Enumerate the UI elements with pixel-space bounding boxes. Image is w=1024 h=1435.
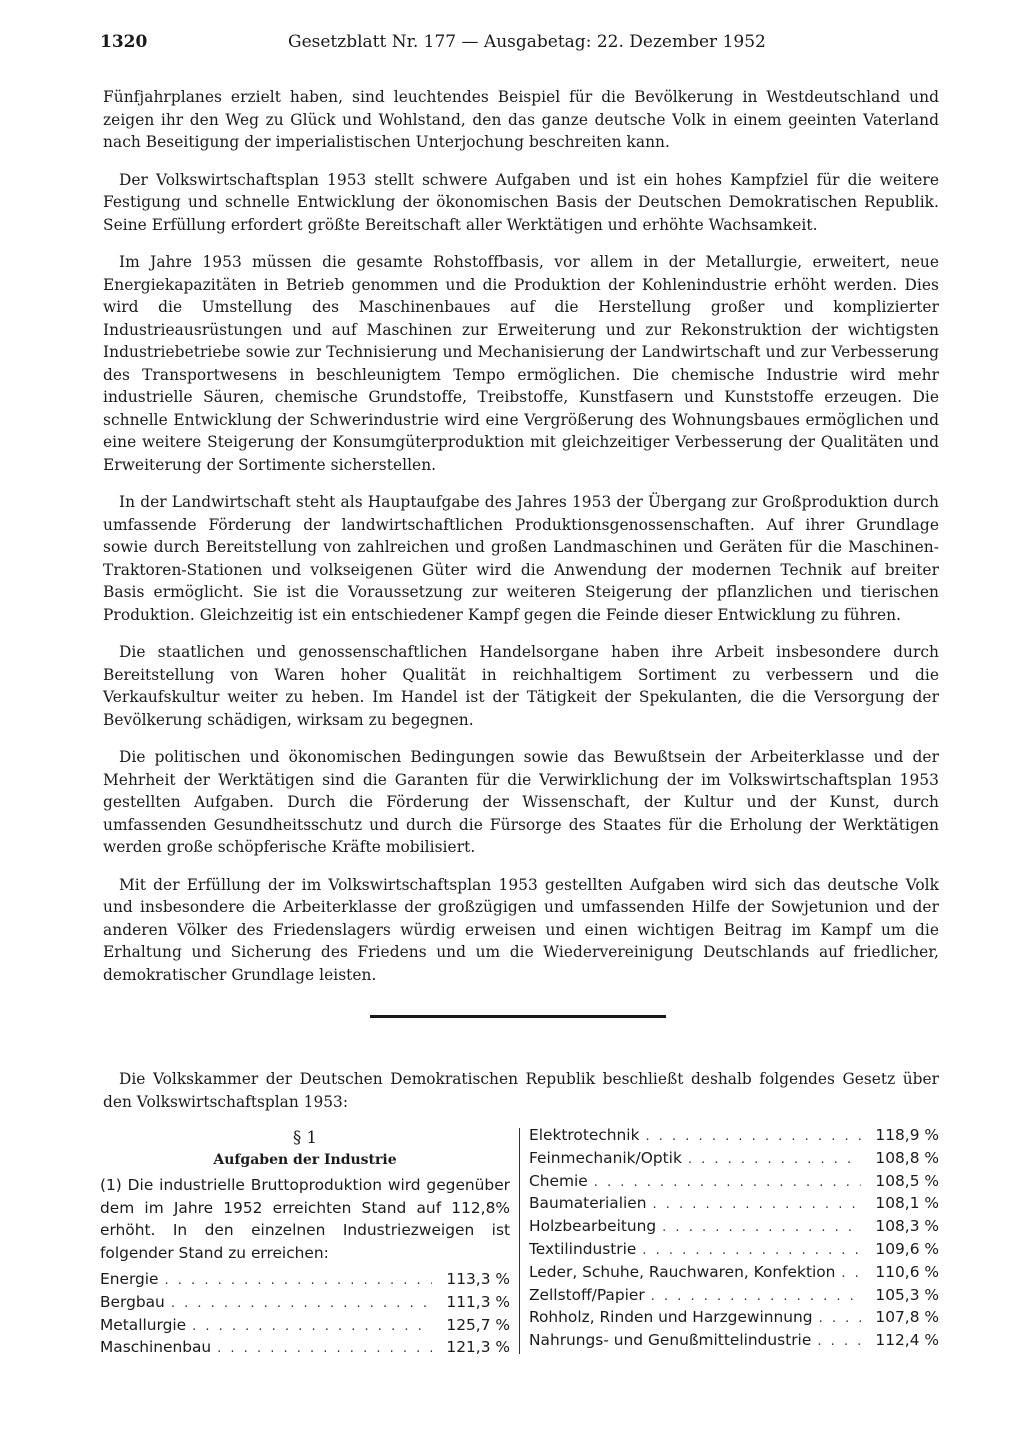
industry-row (529, 1240, 939, 1263)
industry-name: Leder, Schuhe, Rauchwaren, Konfektion (529, 1262, 836, 1281)
industry-row (529, 1194, 939, 1217)
industry-value: 110,6 % (875, 1262, 939, 1281)
paragraph: Die politischen und ökonomischen Bedingungen sowie das Bewußtsein der Arbeiterklasse und der Mehrheit der Werktätigen sind die Garanten für die Verwirklichung der im Volkswirtschaftsplan 1953 gestellten Aufgaben. Durch die Förderung der Wissenschaft, der Kultur und der Kunst, durch umfassenden Gesundheitsschutz und durch die Fürsorge des Staates für die Erholung der Werktätigen werden große schöpferische Kräfte mobilisiert. (103, 748, 939, 856)
leader-dots (651, 1289, 861, 1304)
leader-dots (192, 1319, 432, 1334)
leader-dots (217, 1341, 432, 1356)
industry-row (100, 1316, 510, 1339)
leader-dots (594, 1175, 861, 1190)
industry-value: 111,3 % (446, 1292, 510, 1311)
industry-name: Baumaterialien (529, 1194, 647, 1213)
industry-name: Maschinenbau (100, 1338, 212, 1357)
header-title: Gesetzblatt Nr. 177 — Ausgabetag: 22. Dezember 1952 (288, 32, 766, 52)
right-column (529, 1126, 939, 1354)
industry-row (100, 1293, 510, 1316)
industry-name: Energie (100, 1270, 159, 1288)
industry-name: Elektrotechnik (529, 1126, 640, 1144)
paragraph: Fünfjahrplanes erzielt haben, sind leuchtendes Beispiel für die Bevölkerung in Westdeutschland und zeigen ihr den Weg zu Glück und Wohlstand, den das ganze deutsche Volk in einem geeinten Vaterland nach Beseitigung der imperialistischen Unterjochung beschreiten kann. (103, 88, 939, 151)
industry-name: Holzbearbeitung (529, 1217, 657, 1236)
industry-name: Rohholz, Rinden und Harzgewinnung (529, 1308, 813, 1327)
industry-row (529, 1126, 939, 1149)
leader-dots (171, 1296, 432, 1311)
industry-value: 109,6 % (875, 1239, 939, 1258)
industry-value: 121,3 % (446, 1338, 510, 1357)
industry-value: 118,9 % (875, 1126, 939, 1144)
industry-value: 125,7 % (446, 1315, 510, 1334)
industry-name: Nahrungs- und Genußmittelindustrie (529, 1331, 812, 1350)
leader-dots (165, 1273, 432, 1288)
industry-value: 105,3 % (875, 1285, 939, 1304)
industry-list-left (100, 1270, 510, 1361)
section-title: Aufgaben der Industrie (213, 1152, 397, 1168)
industry-row (529, 1172, 939, 1195)
industry-value: 108,8 % (875, 1148, 939, 1167)
industry-value: 108,5 % (875, 1171, 939, 1190)
industry-value: 112,4 % (875, 1331, 939, 1350)
industry-row (529, 1263, 939, 1286)
leader-dots (841, 1266, 861, 1281)
industry-row (529, 1331, 939, 1354)
leader-dots (819, 1311, 861, 1326)
paragraph: Mit der Erfüllung der im Volkswirtschaftsplan 1953 gestellten Aufgaben wird sich das deutsche Volk und insbesondere die Arbeiterklasse der großzügigen und umfassenden Hilfe der Sowjetunion und der anderen Völker des Friedenslagers würdig erweisen und einen wichtigen Beitrag im Kampf um die Erhaltung und Sicherung des Friedens und um die Wiedervereinigung Deutschlands auf friedlicher, demokratischer Grundlage leisten. (103, 875, 939, 984)
industry-name: Zellstoff/Papier (529, 1285, 645, 1304)
paragraph: Die staatlichen und genossenschaftlichen Handelsorgane haben ihre Arbeit insbesondere durch Bereitstellung von Waren hoher Qualität in reichhaltigem Sortiment zu verbessern und die Verkaufskultur weiter zu heben. Im Handel ist der Tätigkeit der Spekulanten, die die Versorgung der Bevölkerung schädigen, wirksam zu begegnen. (103, 643, 939, 729)
leader-dots (646, 1129, 862, 1144)
industry-name: Textilindustrie (529, 1239, 637, 1258)
column-divider (519, 1128, 520, 1354)
law-intro: Die Volkskammer der Deutschen Demokratischen Republik beschließt deshalb folgendes Gesetz über den Volkswirtschaftsplan 1953: (103, 1070, 939, 1111)
industry-row (529, 1286, 939, 1309)
industry-name: Metallurgie (100, 1315, 187, 1334)
industry-row (100, 1338, 510, 1361)
industry-value: 108,3 % (875, 1217, 939, 1236)
leader-dots (817, 1334, 861, 1349)
industry-name: Bergbau (100, 1292, 165, 1311)
leader-dots (642, 1243, 861, 1258)
industry-row (529, 1149, 939, 1172)
left-column (100, 1126, 510, 1361)
paragraph: Der Volkswirtschaftsplan 1953 stellt schwere Aufgaben und ist ein hohes Kampfziel für die weitere Festigung und schnelle Entwicklung der ökonomischen Basis der Deutschen Demokratischen Republik. Seine Erfüllung erfordert größte Bereitschaft aller Werktätigen und erhöhte Wachsamkeit. (103, 170, 939, 234)
page-number: 1320 (100, 32, 148, 52)
leader-dots (652, 1197, 861, 1212)
section-divider-rule (370, 1015, 666, 1018)
leader-dots (688, 1152, 861, 1167)
industry-value: 108,1 % (875, 1194, 939, 1213)
industry-row (529, 1217, 939, 1240)
section-sign: § 1 (293, 1128, 317, 1147)
paragraph: Im Jahre 1953 müssen die gesamte Rohstoffbasis, vor allem in der Metallurgie, erweitert, neue Energiekapazitäten in Betrieb genommen und die Produktion der Kohlenindustrie erhöht werden. Dies wird die Umstellung des Maschinenbaues auf die Herstellung großer und komplizierter Industrieausrüstungen und auf Maschinen zur Erweiterung und zur Rekonstruktion der wichtigsten Industriebetriebe sowie zur Technisierung und Mechanisierung der Landwirtschaft und zur Verbesserung des Transportwesens in beschleunigtem Tempo ermöglichen. Die chemische Industrie wird mehr industrielle Säuren, chemische Grundstoffe, Treibstoffe, Kunstfasern und Kunststoffe erzeugen. Die schnelle Entwicklung der Schwerindustrie wird eine Vergrößerung des Wohnungsbaues ermöglichen und eine weitere Steigerung der Konsumgüterproduktion mit gleichzeitiger Verbesserung der Qualitäten und Erweiterung der Sortimente sicherstellen. (103, 253, 939, 474)
section-paragraph: (1) Die industrielle Bruttoproduktion wird gegenüber dem im Jahre 1952 erreichten Stand auf 112,8% erhöht. In den einzelnen Industriezweigen ist folgender Stand zu erreichen: (100, 1176, 510, 1262)
page-header (100, 32, 940, 58)
body-text (103, 86, 939, 1001)
industry-value: 113,3 % (446, 1270, 510, 1288)
leader-dots (662, 1220, 861, 1235)
industry-row (100, 1270, 510, 1293)
paragraph: In der Landwirtschaft steht als Hauptaufgabe des Jahres 1953 der Übergang zur Großproduktion durch umfassende Förderung der landwirtschaftlichen Produktionsgenossenschaften. Auf ihrer Grundlage sowie durch Bereitstellung von zahlreichen und großen Landmaschinen und Geräten für die Maschinen-Traktoren-Stationen und volkseigenen Güter wird die Anwendung der modernen Technik auf breiter Basis ermöglicht. Sie ist die Voraussetzung zur weiteren Steigerung der pflanzlichen und tierischen Produktion. Gleichzeitig ist ein entschiedener Kampf gegen die Feinde dieser Entwicklung zu führen. (103, 493, 939, 624)
industry-row (529, 1308, 939, 1331)
industry-name: Feinmechanik/Optik (529, 1148, 682, 1167)
industry-value: 107,8 % (875, 1308, 939, 1327)
industry-name: Chemie (529, 1171, 588, 1190)
industry-list-right (529, 1126, 939, 1354)
